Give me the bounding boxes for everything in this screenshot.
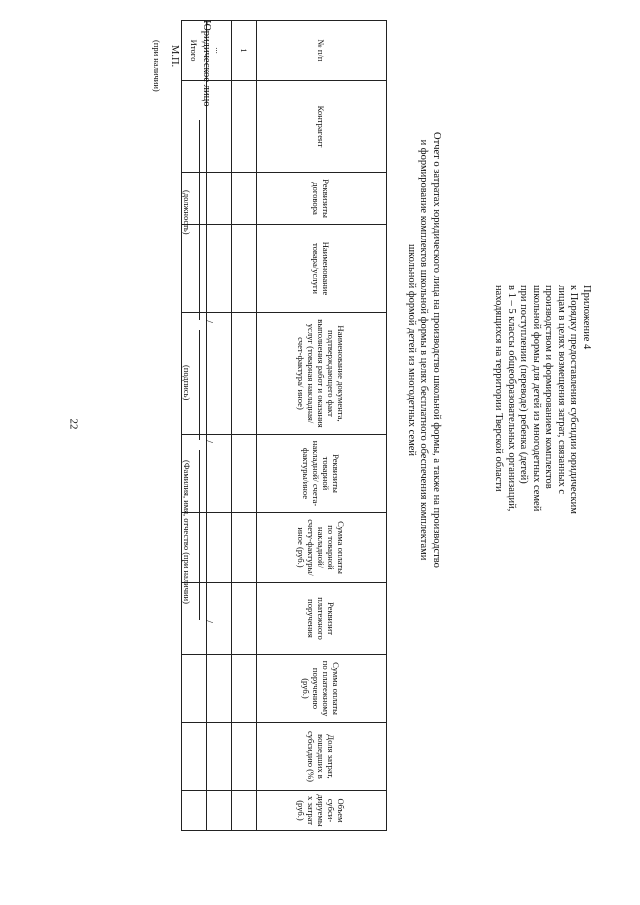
column-header-subsidy-share: Доля затрат, вошедших в субсидию (%) (257, 723, 387, 791)
appendix-line: к Порядку предоставления субсидии юридическим (568, 285, 580, 514)
report-title-line: Отчет о затратах юридического лица на производство школьной формы, а также на производство (431, 132, 442, 568)
legal-entity-label: Юридическое лицо (201, 20, 212, 107)
report-table (181, 20, 387, 831)
full-name-caption: (Фамилия, имя, отчество (при наличии) (182, 460, 192, 604)
table-cell (232, 583, 257, 655)
table-cell (207, 225, 232, 313)
report-title (405, 30, 443, 670)
signature-line (199, 330, 200, 440)
table-cell: Итого (182, 21, 207, 81)
column-header-invoice-details: Реквизиты товарной накладной/ счета-фактуры/иное (257, 435, 387, 513)
table-cell (232, 655, 257, 723)
table-cell (182, 723, 207, 791)
column-header-contract-details: Реквизиты договора (257, 173, 387, 225)
column-header-counterparty: Контрагент (257, 81, 387, 173)
table-cell (207, 723, 232, 791)
report-title-line: школьной формой детей из многодетных семей (406, 243, 417, 457)
table-total-row (182, 21, 207, 831)
column-header-number: № п/п (257, 21, 387, 81)
appendix-line: лицам в целях возмещения затрат, связанных с (556, 285, 567, 494)
table-cell (207, 513, 232, 583)
table-header-row (257, 21, 387, 831)
table-cell (207, 583, 232, 655)
table-cell (207, 655, 232, 723)
appendix-line: Приложение 4 (581, 285, 592, 350)
position-line (199, 120, 200, 320)
column-header-subsidized-volume: Объем субси-дируемых затрат (руб.) (257, 791, 387, 831)
column-header-goods-name: Наименование товара/услуги (257, 225, 387, 313)
position-caption: (должность) (182, 190, 192, 235)
table-cell (232, 81, 257, 173)
table-cell (232, 723, 257, 791)
appendix-line: при поступлении (переводе) ребенка (детей) (518, 285, 530, 484)
table-row (232, 21, 257, 831)
signature-slash: / (203, 320, 215, 324)
report-title-line: и формирование комплектов школьной формы в целях бесплатного обеспечения комплектами (418, 139, 430, 561)
table-cell (207, 435, 232, 513)
table-cell (232, 173, 257, 225)
column-header-payment-order-details: Реквизит платежного поручения (257, 583, 387, 655)
table-cell (232, 435, 257, 513)
signature-slash: / (203, 620, 215, 624)
signature-slash: / (203, 440, 215, 444)
table-cell (182, 655, 207, 723)
appendix-line: школьной формы для детей из многодетных семей (531, 285, 542, 512)
rotated-document-body (122, 20, 592, 895)
full-name-line (199, 450, 200, 620)
table-cell (207, 791, 232, 831)
page-number: 22 (67, 418, 80, 430)
column-header-invoice-amount: Сумма оплаты по товарной накладной/ счету-фактуры/иное (руб.) (257, 513, 387, 583)
table-cell (182, 225, 207, 313)
table-cell (232, 513, 257, 583)
table-cell (207, 173, 232, 225)
table-cell (182, 791, 207, 831)
table-cell: ... (207, 21, 232, 81)
appendix-header (492, 285, 592, 685)
stamp-caption: (при наличии) (152, 40, 162, 92)
appendix-line: в 1 – 5 классы общеобразовательных организаций, (506, 285, 517, 512)
signature-caption: (подпись) (182, 365, 192, 401)
column-header-payment-amount: Сумма оплаты по платежному поручению (руб.) (257, 655, 387, 723)
stamp-label: М.П. (169, 45, 180, 68)
column-header-document-name: Наименование документа, подтверждающего факт выполнения работ и оказания услуг (товарная накладная/счет-фактура/ иное) (257, 313, 387, 435)
table-cell (207, 313, 232, 435)
table-cell (232, 225, 257, 313)
table-cell: 1 (232, 21, 257, 81)
appendix-line: находящихся на территории Тверской области (493, 285, 505, 492)
appendix-line: производством и формированием комплектов (543, 285, 555, 489)
table-cell (232, 791, 257, 831)
table-cell (232, 313, 257, 435)
table-row (207, 21, 232, 831)
